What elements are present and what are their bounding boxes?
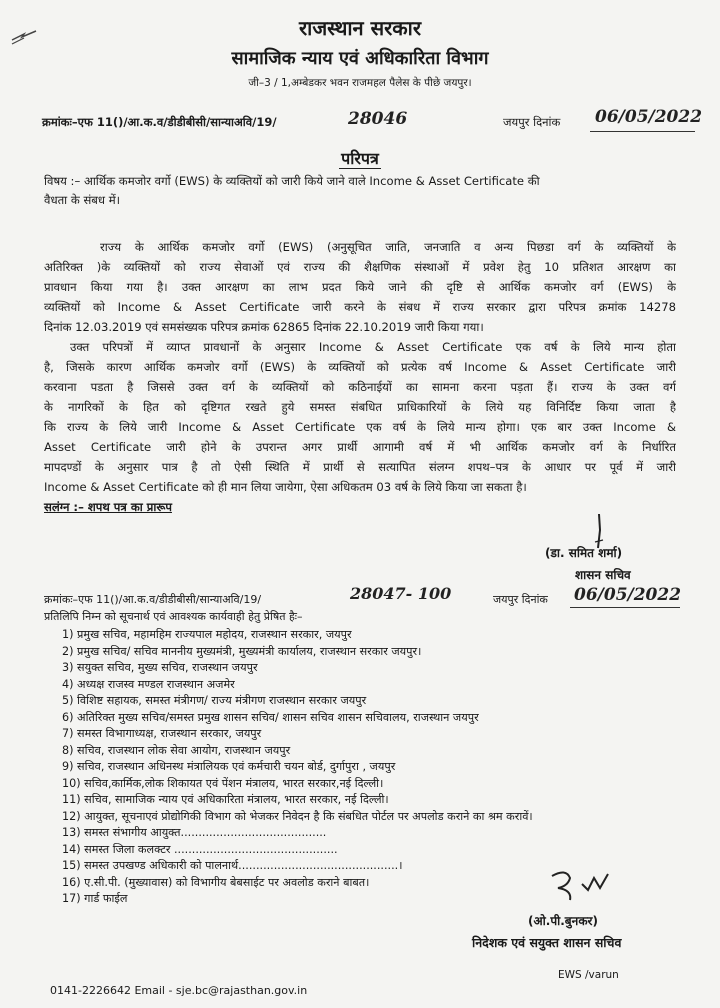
list-item: 2) प्रमुख सचिव/ सचिव माननीय मुख्यमंत्री, मुख्यमंत्री कार्यालय, राजस्थान सरकार जयपुर। [62,644,422,658]
department-address: जी–3 / 1,अम्बेडकर भवन राजमहल पैलेस के पीछे जयपुर। [248,77,472,89]
subject-line-2: वैधता के संबध में। [44,193,121,207]
contact-info: 0141-2226642 Email - sje.bc@rajasthan.gov.in [50,984,308,997]
para2-line: करवाना पडता है जिससे उक्त वर्ग के व्यक्तियों को कठिनाईयों का सामना करना पड़ता हैं। राज्य के उक्त वर्ग [44,380,676,394]
department-name: सामाजिक न्याय एवं अधिकारिता विभाग [231,48,489,69]
copy-ref-number: 28047- 100 [350,584,452,603]
para1-line: व्यक्तियों को Income & Asset Certificate जारी करने के संबध में राज्य सरकार द्वारा परिपत्र क्रमांक 14278 [44,300,676,314]
list-item: 12) आयुक्त, सूचनाएवं प्रोद्योगिकी विभाग को भेजकर निवेदन है कि संबधित पोर्टल पर अपलोड कराने का श्रम करावें। [62,809,533,823]
para2-line: है, जिसके कारण आर्थिक कमजोर वर्गो (EWS) के व्यक्तियों को प्रत्येक वर्ष Income & Asset Certificate जारी [44,360,676,374]
list-item: 16) ए.सी.पी. (मुख्यावास) को विभागीय बेबसाईट पर अवलोड कराने बाबत। [62,875,370,889]
list-item: 11) सचिव, सामाजिक न्याय एवं अधिकारिता मंत्रालय, भारत सरकार, नई दिल्ली। [62,793,389,806]
list-item: 7) समस्त विभागाध्यक्ष, राजस्थान सरकार, जयपुर [62,727,262,740]
list-item: 10) सचिव,कार्मिक,लोक शिकायत एवं पेंशन मंत्रालय, भारत सरकार,नई दिल्ली। [62,776,384,790]
order-date-label: जयपुर दिनांक [503,115,561,129]
para2-line: के नागरिकों के हित को दृष्टिगत रखते हुये समस्त संबधित प्राधिकारियों के लिये यह विनिर्दिष्ट किया जाता है [44,400,676,414]
para1-line: प्रावधान किया गया है। उक्त आरक्षण का लाभ प्रदत किये जाने की दृष्टि से आर्थिक कमजोर वर्ग (EWS) के [44,280,676,294]
para1-line: दिनांक 12.03.2019 एवं समसंख्यक परिपत्र क्रमांक 62865 दिनांक 22.10.2019 जारी किया गया। [44,320,484,334]
order-ref-number-label: क्रमांकः–एफ 11()/आ.क.व/डीडीबीसी/सान्याअवि/19/ [42,115,277,129]
signatory-1-name: (डा. समित शर्मा) [545,546,623,560]
para1-line: राज्य के आर्थिक कमजोर वर्गो (EWS) (अनुसूचित जाति, जनजाति व अन्य पिछडा वर्ग के व्यक्तियों के [100,240,676,254]
para2-line: उक्त परिपत्रों में व्याप्त प्रावधानों के अनुसार Income & Asset Certificate एक वर्ष के लिये मान्य होता [70,340,676,354]
list-item: 3) सयुक्त सचिव, मुख्य सचिव, राजस्थान जयपुर [62,661,258,674]
signatory-2-name: (ओ.पी.बुनकर) [528,914,598,928]
para2-line: कि राज्य के लिये जारी Income & Asset Certificate एक वर्ष के लिये मान्य होगा। एक बार उक्त Income & [44,420,676,434]
document-title: परिपत्र [341,149,379,168]
signature-scribble-icon [548,866,618,906]
copy-ref-number-label: क्रमांकः–एफ 11()/आ.क.व/डीडीबीसी/सान्याअवि/19/ [44,593,262,606]
copy-date-underline [570,607,680,608]
list-item: 14) समस्त जिला कलक्टर .............................................. [62,842,338,856]
signatory-1-designation: शासन सचिव [575,568,631,582]
list-item: 1) प्रमुख सचिव, महामहिम राज्यपाल महोदय, राजस्थान सरकार, जयपुर [62,628,352,641]
list-item: 17) गार्ड फाईल [62,892,128,905]
file-code: EWS /varun [558,969,619,981]
copy-intro: प्रतिलिपि निम्न को सूचनार्थ एवं आवश्यक कार्यवाही हेतु प्रेषित हैः– [44,610,303,623]
list-item: 4) अध्यक्ष राजस्व मण्डल राजस्थान अजमेर [62,677,235,691]
list-item: 9) सचिव, राजस्थान अधिनस्थ मंत्रालियक एवं कर्मचारी चयन बोर्ड, दुर्गापुरा , जयपुर [62,760,396,773]
list-item: 15) समस्त उपखण्ड अधिकारी को पालनार्थ.............................................। [62,859,403,872]
copy-date-label: जयपुर दिनांक [493,593,548,606]
para2-line: मापदण्डों के अनुसार पात्र है तो ऐसी स्थिति में प्रार्थी से सत्यापित संलग्न शपथ–पत्र के आधार पर पूर्व में जारी [44,460,676,474]
list-item: 13) समस्त संभागीय आयुक्त......................................... [62,826,327,839]
order-date: 06/05/2022 [595,107,703,127]
copy-date: 06/05/2022 [574,585,682,605]
para2-line: Asset Certificate जारी होने के उपरान्त अगर प्रार्थी आगामी वर्ष में भी आर्थिक कमजोर वर्ग के निर्धारित [44,440,676,454]
list-item: 6) अतिरिक्त मुख्य सचिव/समस्त प्रमुख शासन सचिव/ शासन सचिव शासन सचिवालय, राजस्थान जयपुर [62,710,479,724]
subject-line-1: विषय :– आर्थिक कमजोर वर्गो (EWS) के व्यक्तियों को जारी किये जाने वाले Income & Asset Certificate की [44,174,540,188]
govt-name: राजस्थान सरकार [298,16,422,40]
signatory-2-designation: निदेशक एवं सयुक्त शासन सचिव [472,935,622,950]
para2-line: Income & Asset Certificate को ही मान लिया जायेगा, ऐसा अधिकतम 03 वर्ष के लिये किया जा सकता है। [44,480,527,494]
para1-line: अतिरिक्त )के व्यक्तियों को राज्य सेवाओं एवं राज्य की शैक्षणिक संस्थाओं में प्रवेश हेतु 10 प्रतिशत आरक्षण का [44,260,676,274]
enclosure-note: सलंग्न :– शपथ पत्र का प्रारूप [44,500,172,514]
list-item: 5) विशिष्ट सहायक, समस्त मंत्रीगण/ राज्य मंत्रीगण राजस्थान सरकार जयपुर [62,694,367,707]
list-item: 8) सचिव, राजस्थान लोक सेवा आयोग, राजस्थान जयपुर [62,743,291,757]
date-underline [590,131,695,132]
order-ref-number: 28046 [348,109,408,129]
